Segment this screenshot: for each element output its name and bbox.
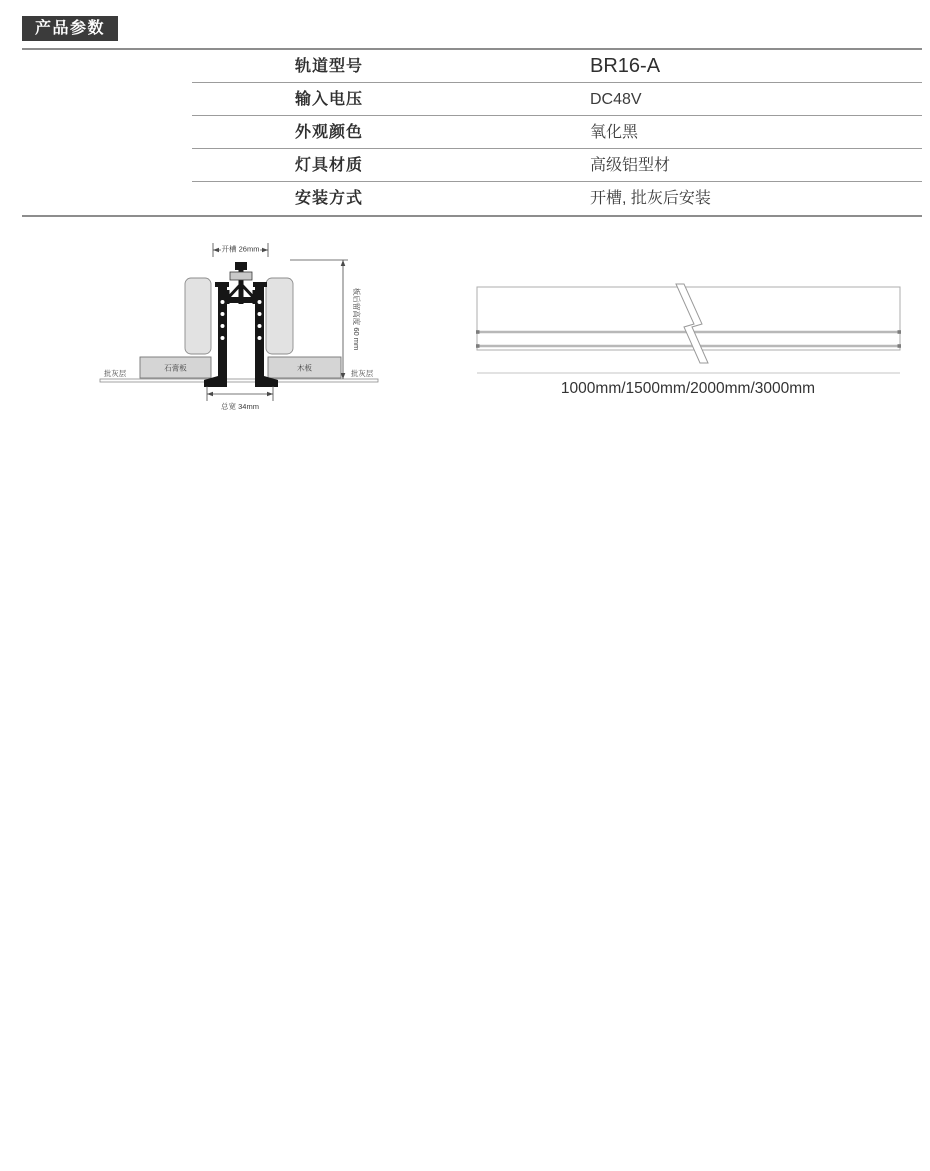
spec-row-track-model [22,50,922,83]
track-length-figure [470,280,910,405]
gypsum-board [140,357,211,378]
spec-label: 轨道型号 [295,58,364,75]
spec-label: 安装方式 [295,190,364,207]
spec-value: 开槽, 批灰后安装 [590,190,711,207]
spec-label: 外观颜色 [295,124,364,141]
plaster-left-label: 批灰层 [103,369,127,378]
wood-board [268,357,341,378]
track-length-label: 1000mm/1500mm/2000mm/3000mm [560,380,816,397]
gypsum-board-label: 石膏板 [164,363,187,373]
spec-value: BR16-A [590,55,661,77]
page-title-badge: 产品参数 [22,16,118,41]
spec-label: 输入电压 [295,91,364,108]
spec-row-color [22,116,922,149]
spec-value: DC48V [590,91,642,108]
spec-row-material [22,149,922,182]
wood-board-label: 木板 [297,363,312,373]
dimension-slot-width [213,243,268,257]
spec-value: 高级铝型材 [590,157,671,174]
plaster-right-label: 批灰层 [350,369,374,378]
depth-label: 板后留高度 60 mm [352,287,361,351]
spec-table [22,48,922,217]
spec-row-installation [22,182,922,215]
spec-value: 氧化黑 [590,124,639,141]
total-width-label: 总宽 34mm [221,402,259,411]
spec-row-input-voltage [22,83,922,116]
cross-section-figure [88,240,388,415]
spec-label: 灯具材质 [295,157,364,174]
slot-width-label: 开槽 26mm [221,244,260,254]
break-symbol [676,284,708,363]
dimension-total-width [207,386,273,411]
